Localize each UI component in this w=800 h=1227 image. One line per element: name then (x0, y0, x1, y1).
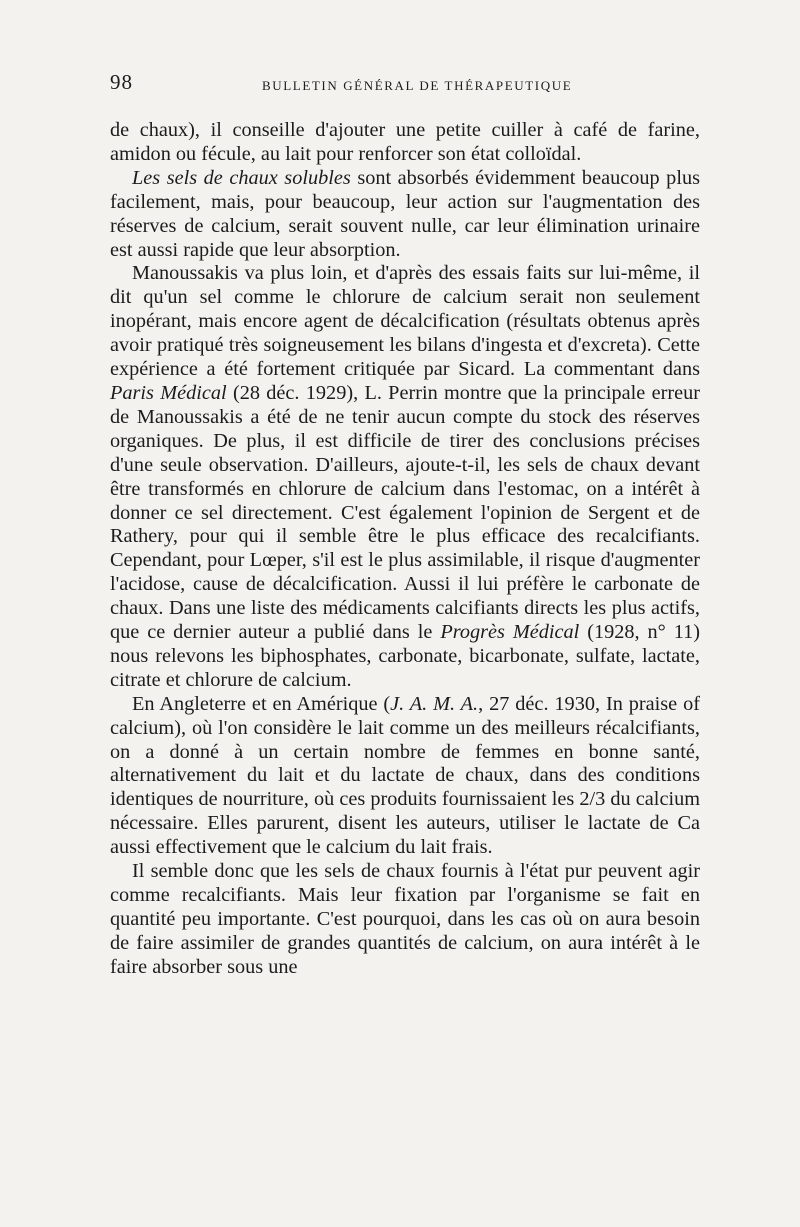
text-run: (1928, n° 11) nous relevons les biphosphates, carbonate, bicarbonate, sulfate, lactate, citrate et chlorure de calcium. (110, 621, 700, 691)
text-run: Il semble donc que les sels de chaux fournis à l'état pur peuvent agir comme recalcifiants. Mais leur fixation par l'organisme se fait en quantité peu importante. C'est pourquoi, dans les cas où on aura besoin de faire assimiler de grandes quantités de calcium, on aura intérêt à le faire absorber sous une (110, 860, 700, 978)
italic-text: Paris Médical (110, 381, 227, 404)
italic-text: Les sels de chaux solubles (132, 166, 351, 189)
running-head (110, 70, 700, 100)
paragraph (110, 262, 700, 692)
text-run: (28 déc. 1929), L. Perrin montre que la principale erreur de Manoussakis a été de ne tenir aucun compte du stock des réserves organiques. De plus, il est difficile de tirer des conclusions précises d'une seule observation. D'ailleurs, ajoute-t-il, les sels de chaux devant être transformés en chlorure de calcium dans l'estomac, on a intérêt à donner ce sel directement. C'est également l'opinion de Sergent et de Rathery, pour qui il semble être le plus efficace des recalcifiants. Cependant, pour Lœper, s'il est le plus assimilable, il risque d'augmenter l'acidose, cause de décalcification. Aussi il lui préfère le carbonate de chaux. Dans une liste des médicaments calcifiants directs les plus actifs, que ce dernier auteur a publié dans le (110, 381, 700, 644)
text-run: , 27 déc. 1930, In praise of calcium), où l'on considère le lait comme un des meilleurs récalcifiants, on a donné à un certain nombre de femmes en bonne santé, alternativement du lait et du lactate de chaux, dans des conditions identiques de nourriture, où ces produits fournissaient les 2/3 du calcium nécessaire. Elles parurent, disent les auteurs, utiliser le lactate de Ca aussi effectivement que le calcium du lait frais. (110, 692, 700, 859)
paragraph (110, 167, 700, 263)
italic-text: J. A. M. A. (390, 692, 479, 715)
italic-text: Progrès Médical (440, 621, 580, 644)
text-run: sont absorbés évidemment beaucoup plus facilement, mais, pour beaucoup, leur action sur l'augmentation des réserves de calcium, serait souvent nulle, car leur élimination urinaire est aussi rapide que leur absorption. (110, 166, 700, 261)
text-run: En Angleterre et en Amérique ( (132, 692, 391, 715)
body-text (110, 119, 700, 980)
journal-title: BULLETIN GÉNÉRAL DE THÉRAPEUTIQUE (262, 78, 573, 93)
text-run: de chaux), il conseille d'ajouter une petite cuiller à café de farine, amidon ou fécule, au lait pour renforcer son état colloïdal. (110, 119, 700, 165)
paragraph (110, 693, 700, 860)
paragraph (110, 860, 700, 980)
paragraph (110, 119, 700, 167)
page-number: 98 (110, 70, 133, 94)
text-run: Manoussakis va plus loin, et d'après des essais faits sur lui-même, il dit qu'un sel comme le chlorure de calcium serait non seulement inopérant, mais encore agent de décalcification (résultats obtenus après avoir pratiqué très soigneusement les bilans d'ingesta et d'excreta). Cette expérience a été fortement critiquée par Sicard. La commentant dans (110, 262, 700, 381)
